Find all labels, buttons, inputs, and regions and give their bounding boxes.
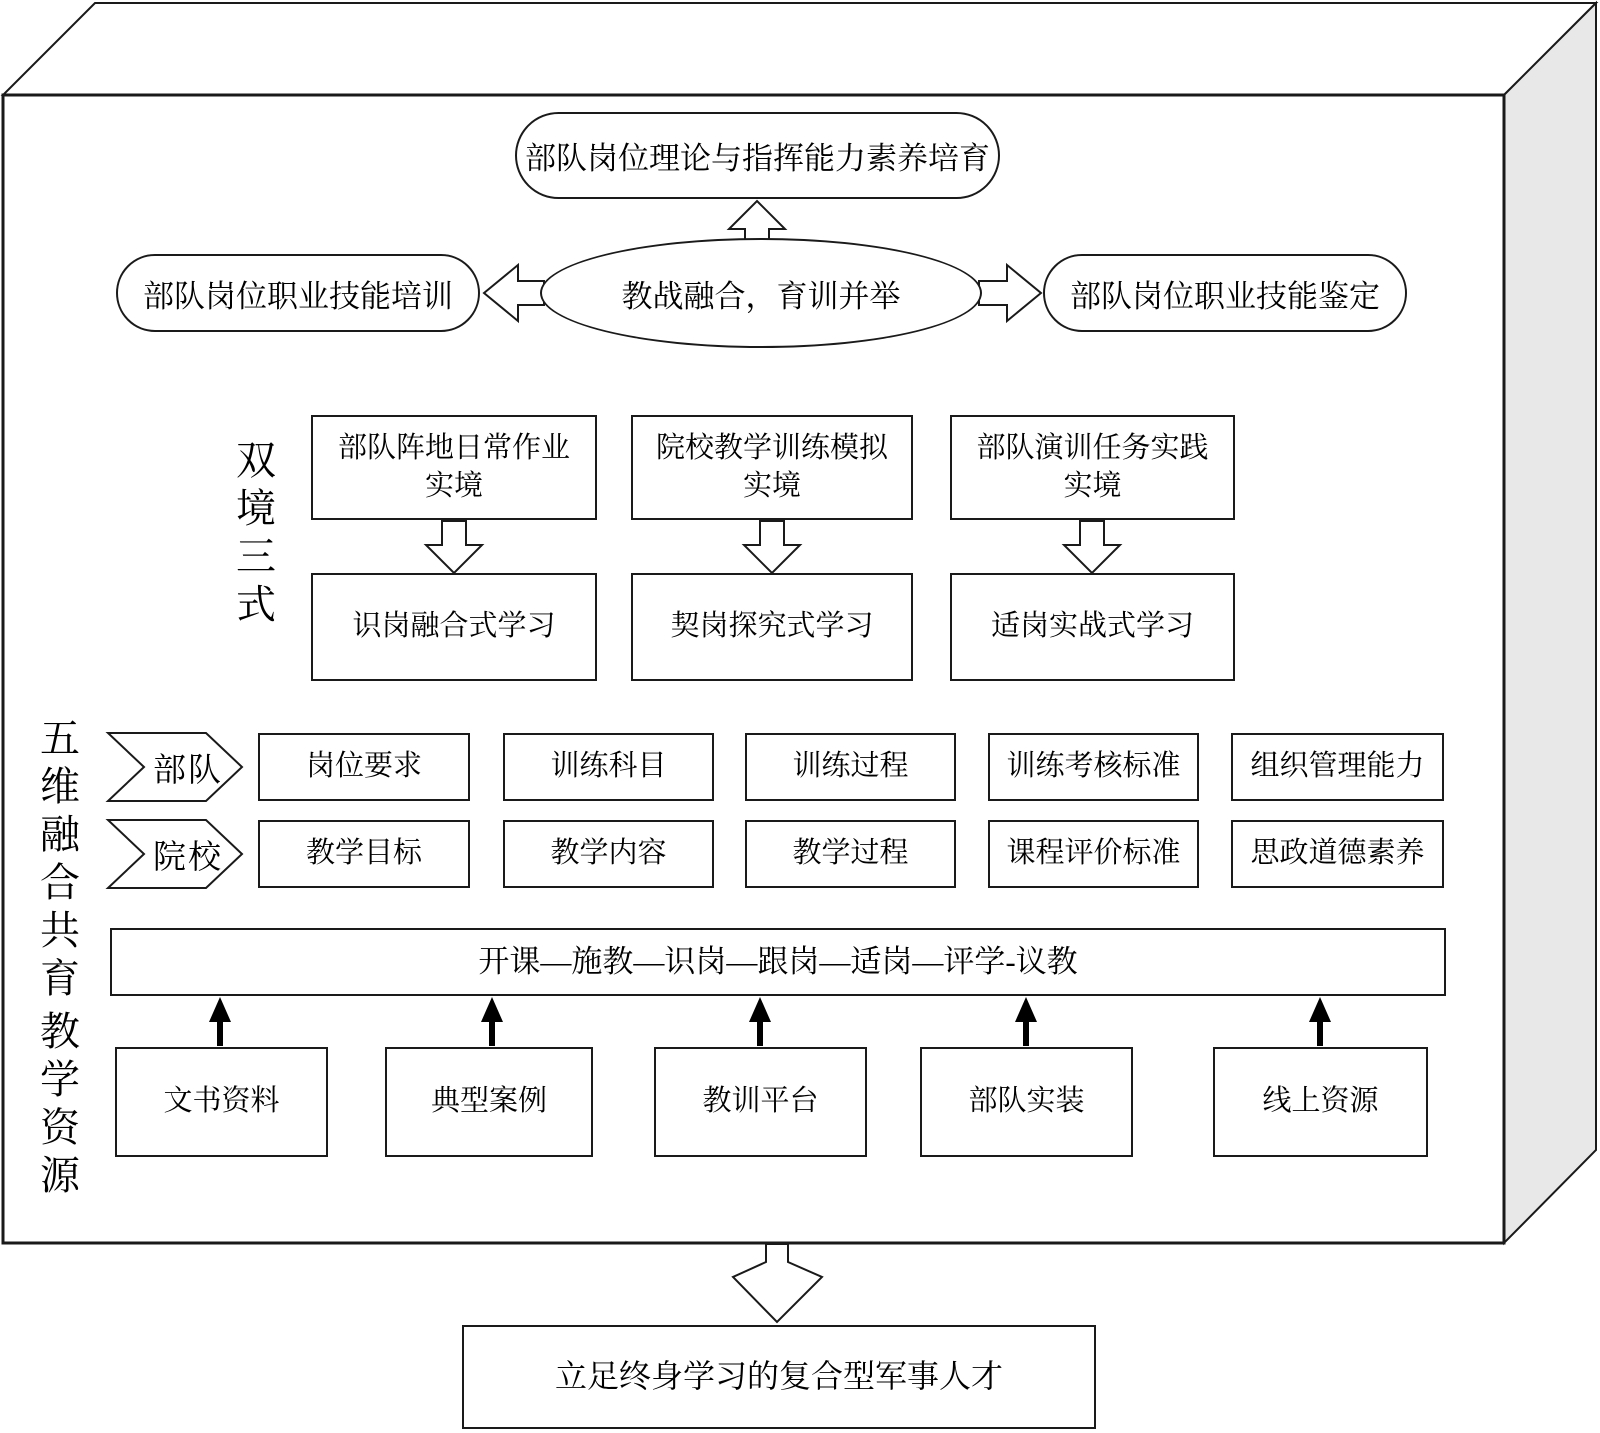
chevron-troops-label: 部队 xyxy=(153,752,223,789)
academy-cell-2-label: 教学内容 xyxy=(550,837,667,870)
core-idea-ellipse xyxy=(540,238,982,348)
troops-cell-1-label: 岗位要求 xyxy=(305,750,422,783)
env-box-1 xyxy=(311,415,597,520)
academy-cell-3-label: 教学过程 xyxy=(792,837,909,870)
academy-cell-5-label: 思政道德素养 xyxy=(1250,837,1425,870)
troops-cell-2 xyxy=(503,733,714,801)
chevron-academy-label: 院校 xyxy=(153,839,223,876)
env-box-3-label: 部队演训任务实践实境 xyxy=(976,431,1209,502)
academy-cell-2 xyxy=(503,820,714,888)
resource-box-4-label: 部队实装 xyxy=(968,1085,1085,1118)
learning-box-1-label: 识岗融合式学习 xyxy=(352,610,556,643)
troops-cell-4 xyxy=(988,733,1199,801)
academy-cell-3 xyxy=(745,820,956,888)
resource-box-4 xyxy=(920,1047,1133,1157)
academy-cell-5 xyxy=(1231,820,1444,888)
learning-box-1 xyxy=(311,573,597,681)
process-bar xyxy=(110,928,1446,996)
troops-cell-4-label: 训练考核标准 xyxy=(1006,750,1181,783)
learning-box-3 xyxy=(950,573,1235,681)
resource-box-2 xyxy=(385,1047,593,1157)
resource-box-1-label: 文书资料 xyxy=(163,1085,280,1118)
top-face xyxy=(3,3,1596,95)
process-bar-label: 开课—施教—识岗—跟岗—适岗—评学-议教 xyxy=(478,943,1078,979)
five-dim-section-label: 五维融合共育 xyxy=(34,717,80,1005)
resource-box-5 xyxy=(1213,1047,1428,1157)
env-box-2-label: 院校教学训练模拟实境 xyxy=(655,431,888,502)
academy-cell-4-label: 课程评价标准 xyxy=(1006,837,1181,870)
academy-cell-1 xyxy=(258,820,470,888)
troops-cell-5 xyxy=(1231,733,1444,801)
troops-cell-1 xyxy=(258,733,470,801)
academy-cell-1-label: 教学目标 xyxy=(305,837,422,870)
resource-box-3-label: 教训平台 xyxy=(702,1085,819,1118)
skill-training-label: 部队岗位职业技能培训 xyxy=(143,278,453,314)
resource-box-1 xyxy=(115,1047,328,1157)
learning-box-2-label: 契岗探究式学习 xyxy=(670,610,874,643)
troops-cell-3 xyxy=(745,733,956,801)
resource-box-2-label: 典型案例 xyxy=(430,1085,547,1118)
dual-env-section-label: 双境三式 xyxy=(230,439,276,631)
skill-appraisal-label: 部队岗位职业技能鉴定 xyxy=(1070,278,1380,314)
skill-appraisal-capsule xyxy=(1043,254,1407,332)
skill-training-capsule xyxy=(116,254,480,332)
arrow-down-final xyxy=(733,1244,822,1322)
outcome-capsule xyxy=(515,112,1000,199)
resource-box-3 xyxy=(654,1047,867,1157)
side-face xyxy=(1504,3,1596,1243)
final-outcome-label: 立足终身学习的复合型军事人才 xyxy=(554,1358,1003,1395)
resources-section-label: 教学资源 xyxy=(34,1010,80,1202)
learning-box-2 xyxy=(631,573,913,681)
final-outcome-box xyxy=(462,1325,1096,1429)
learning-box-3-label: 适岗实战式学习 xyxy=(990,610,1194,643)
troops-cell-2-label: 训练科目 xyxy=(550,750,667,783)
env-box-2 xyxy=(631,415,913,520)
resource-box-5-label: 线上资源 xyxy=(1262,1085,1379,1118)
troops-cell-5-label: 组织管理能力 xyxy=(1250,750,1425,783)
env-box-3 xyxy=(950,415,1235,520)
env-box-1-label: 部队阵地日常作业实境 xyxy=(337,431,570,502)
academy-cell-4 xyxy=(988,820,1199,888)
outcome-capsule-label: 部队岗位理论与指挥能力素养培育 xyxy=(525,141,990,176)
troops-cell-3-label: 训练过程 xyxy=(792,750,909,783)
core-idea-label: 教战融合，育训并举 xyxy=(621,278,901,314)
